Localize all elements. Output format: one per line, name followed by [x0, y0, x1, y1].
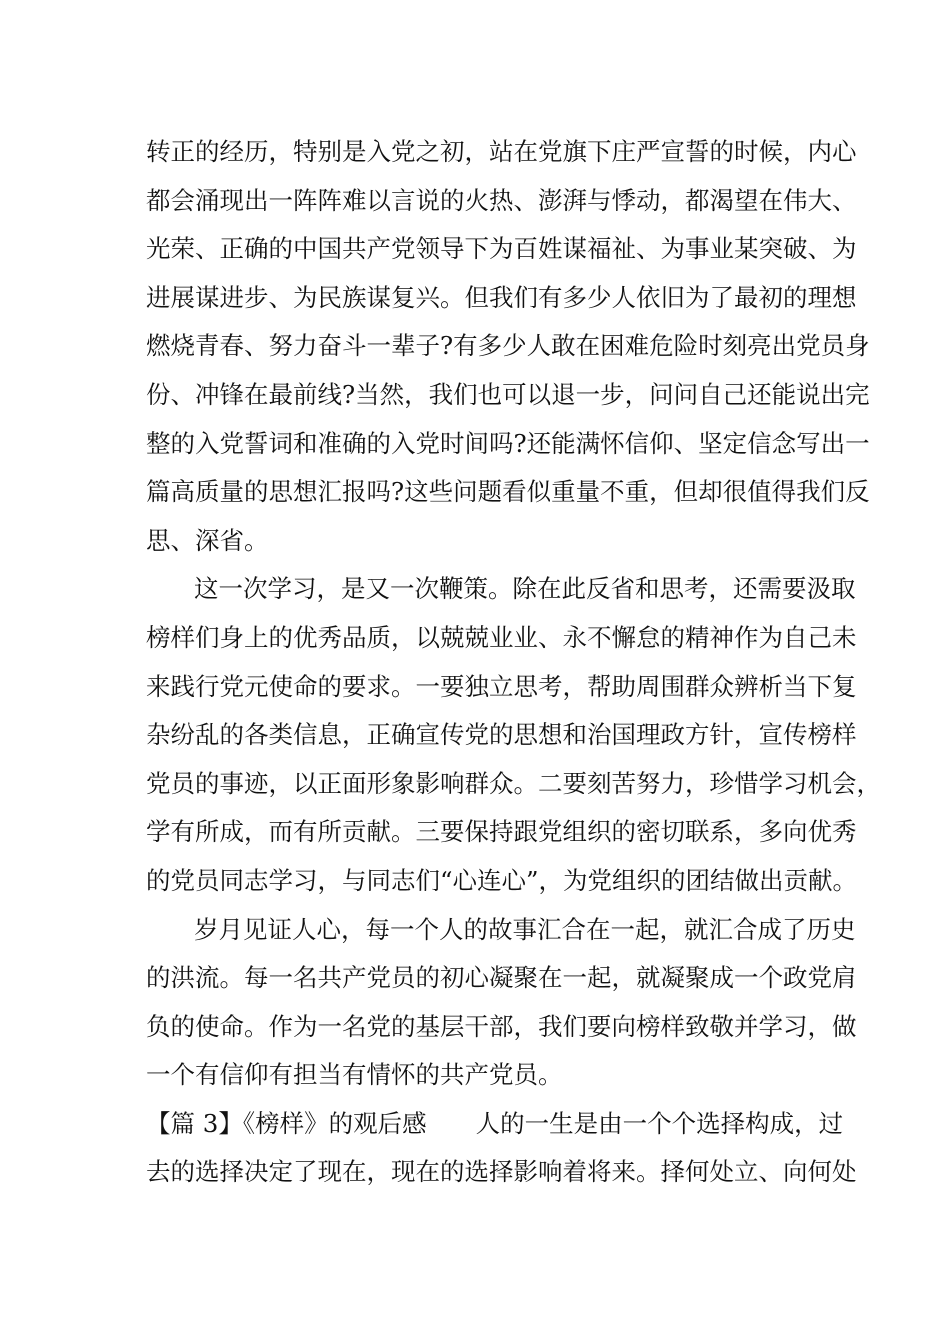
paragraph-first-line: 岁月见证人心，每一个人的故事汇合在一起，就汇合成了历史: [194, 914, 856, 944]
text-line: 学有所成，而有所贡献。三要保持跟党组织的密切联系，多向优秀: [146, 817, 857, 847]
text-line: 杂纷乱的各类信息，正确宣传党的思想和治国理政方针，宣传榜样: [146, 720, 857, 750]
text-line: 光荣、正确的中国共产党领导下为百姓谋福祉、为事业某突破、为: [146, 234, 857, 264]
text-line: 去的选择决定了现在，现在的选择影响着将来。择何处立、向何处: [146, 1157, 857, 1187]
text-line: 的党员同志学习，与同志们“心连心”，为党组织的团结做出贡献。: [146, 865, 858, 895]
text-line: 整的入党誓词和准确的入党时间吗?还能满怀信仰、坚定信念写出一: [146, 428, 870, 458]
text-line: 的洪流。每一名共产党员的初心凝聚在一起，就凝聚成一个政党肩: [146, 963, 857, 993]
text-line: 都会涌现出一阵阵难以言说的火热、澎湃与悸动，都渴望在伟大、: [146, 185, 857, 215]
text-line: 党员的事迹，以正面形象影响群众。二要刻苦努力，珍惜学习机会，: [146, 768, 881, 798]
text-line: 一个有信仰有担当有情怀的共产党员。: [146, 1060, 563, 1090]
text-line: 来践行党元使命的要求。一要独立思考，帮助周围群众辨析当下复: [146, 671, 857, 701]
text-line: 负的使命。作为一名党的基层干部，我们要向榜样致敬并学习，做: [146, 1011, 857, 1041]
text-line: 榜样们身上的优秀品质，以兢兢业业、永不懈怠的精神作为自己未: [146, 622, 857, 652]
paragraph-first-line: 这一次学习，是又一次鞭策。除在此反省和思考，还需要汲取: [194, 574, 856, 604]
section-heading-line: 【篇 3】《榜样》的观后感 人的一生是由一个个选择构成，过: [146, 1108, 844, 1138]
text-line: 进展谋进步、为民族谋复兴。但我们有多少人依旧为了最初的理想: [146, 282, 857, 312]
text-line: 篇高质量的思想汇报吗?这些问题看似重量不重，但却很值得我们反: [146, 477, 870, 507]
text-line: 燃烧青春、努力奋斗一辈子?有多少人敢在困难危险时刻亮出党员身: [146, 331, 870, 361]
document-body: [146, 128, 881, 1197]
text-line: 思、深省。: [146, 525, 269, 555]
text-line: 份、冲锋在最前线?当然，我们也可以退一步，问问自己还能说出完: [146, 379, 870, 409]
text-line: 转正的经历，特别是入党之初，站在党旗下庄严宣誓的时候，内心: [146, 137, 857, 166]
